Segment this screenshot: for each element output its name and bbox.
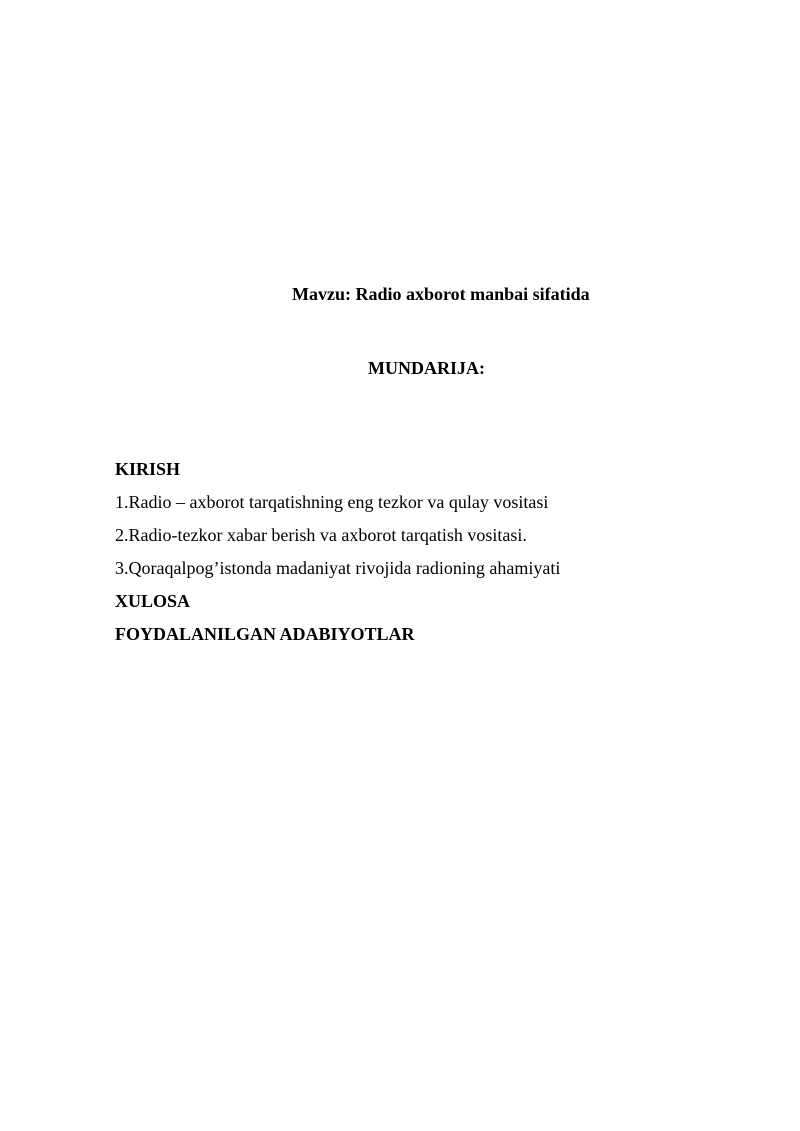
toc-item-chapter-2: 2.Radio-tezkor xabar berish va axborot tarqatish vositasi. — [115, 525, 527, 545]
topic-title: Mavzu: Radio axborot manbai sifatida — [292, 284, 590, 304]
toc-heading: MUNDARIJA: — [368, 358, 485, 378]
toc-item-chapter-1: 1.Radio – axborot tarqatishning eng tezkor va qulay vositasi — [115, 492, 549, 512]
table-of-contents — [115, 458, 560, 656]
toc-item-chapter-3: 3.Qoraqalpog’istonda madaniyat rivojida radioning ahamiyati — [115, 558, 561, 578]
toc-item-conclusion: XULOSA — [115, 591, 191, 611]
toc-item-introduction: KIRISH — [115, 459, 181, 479]
toc-item-references: FOYDALANILGAN ADABIYOTLAR — [115, 624, 415, 644]
